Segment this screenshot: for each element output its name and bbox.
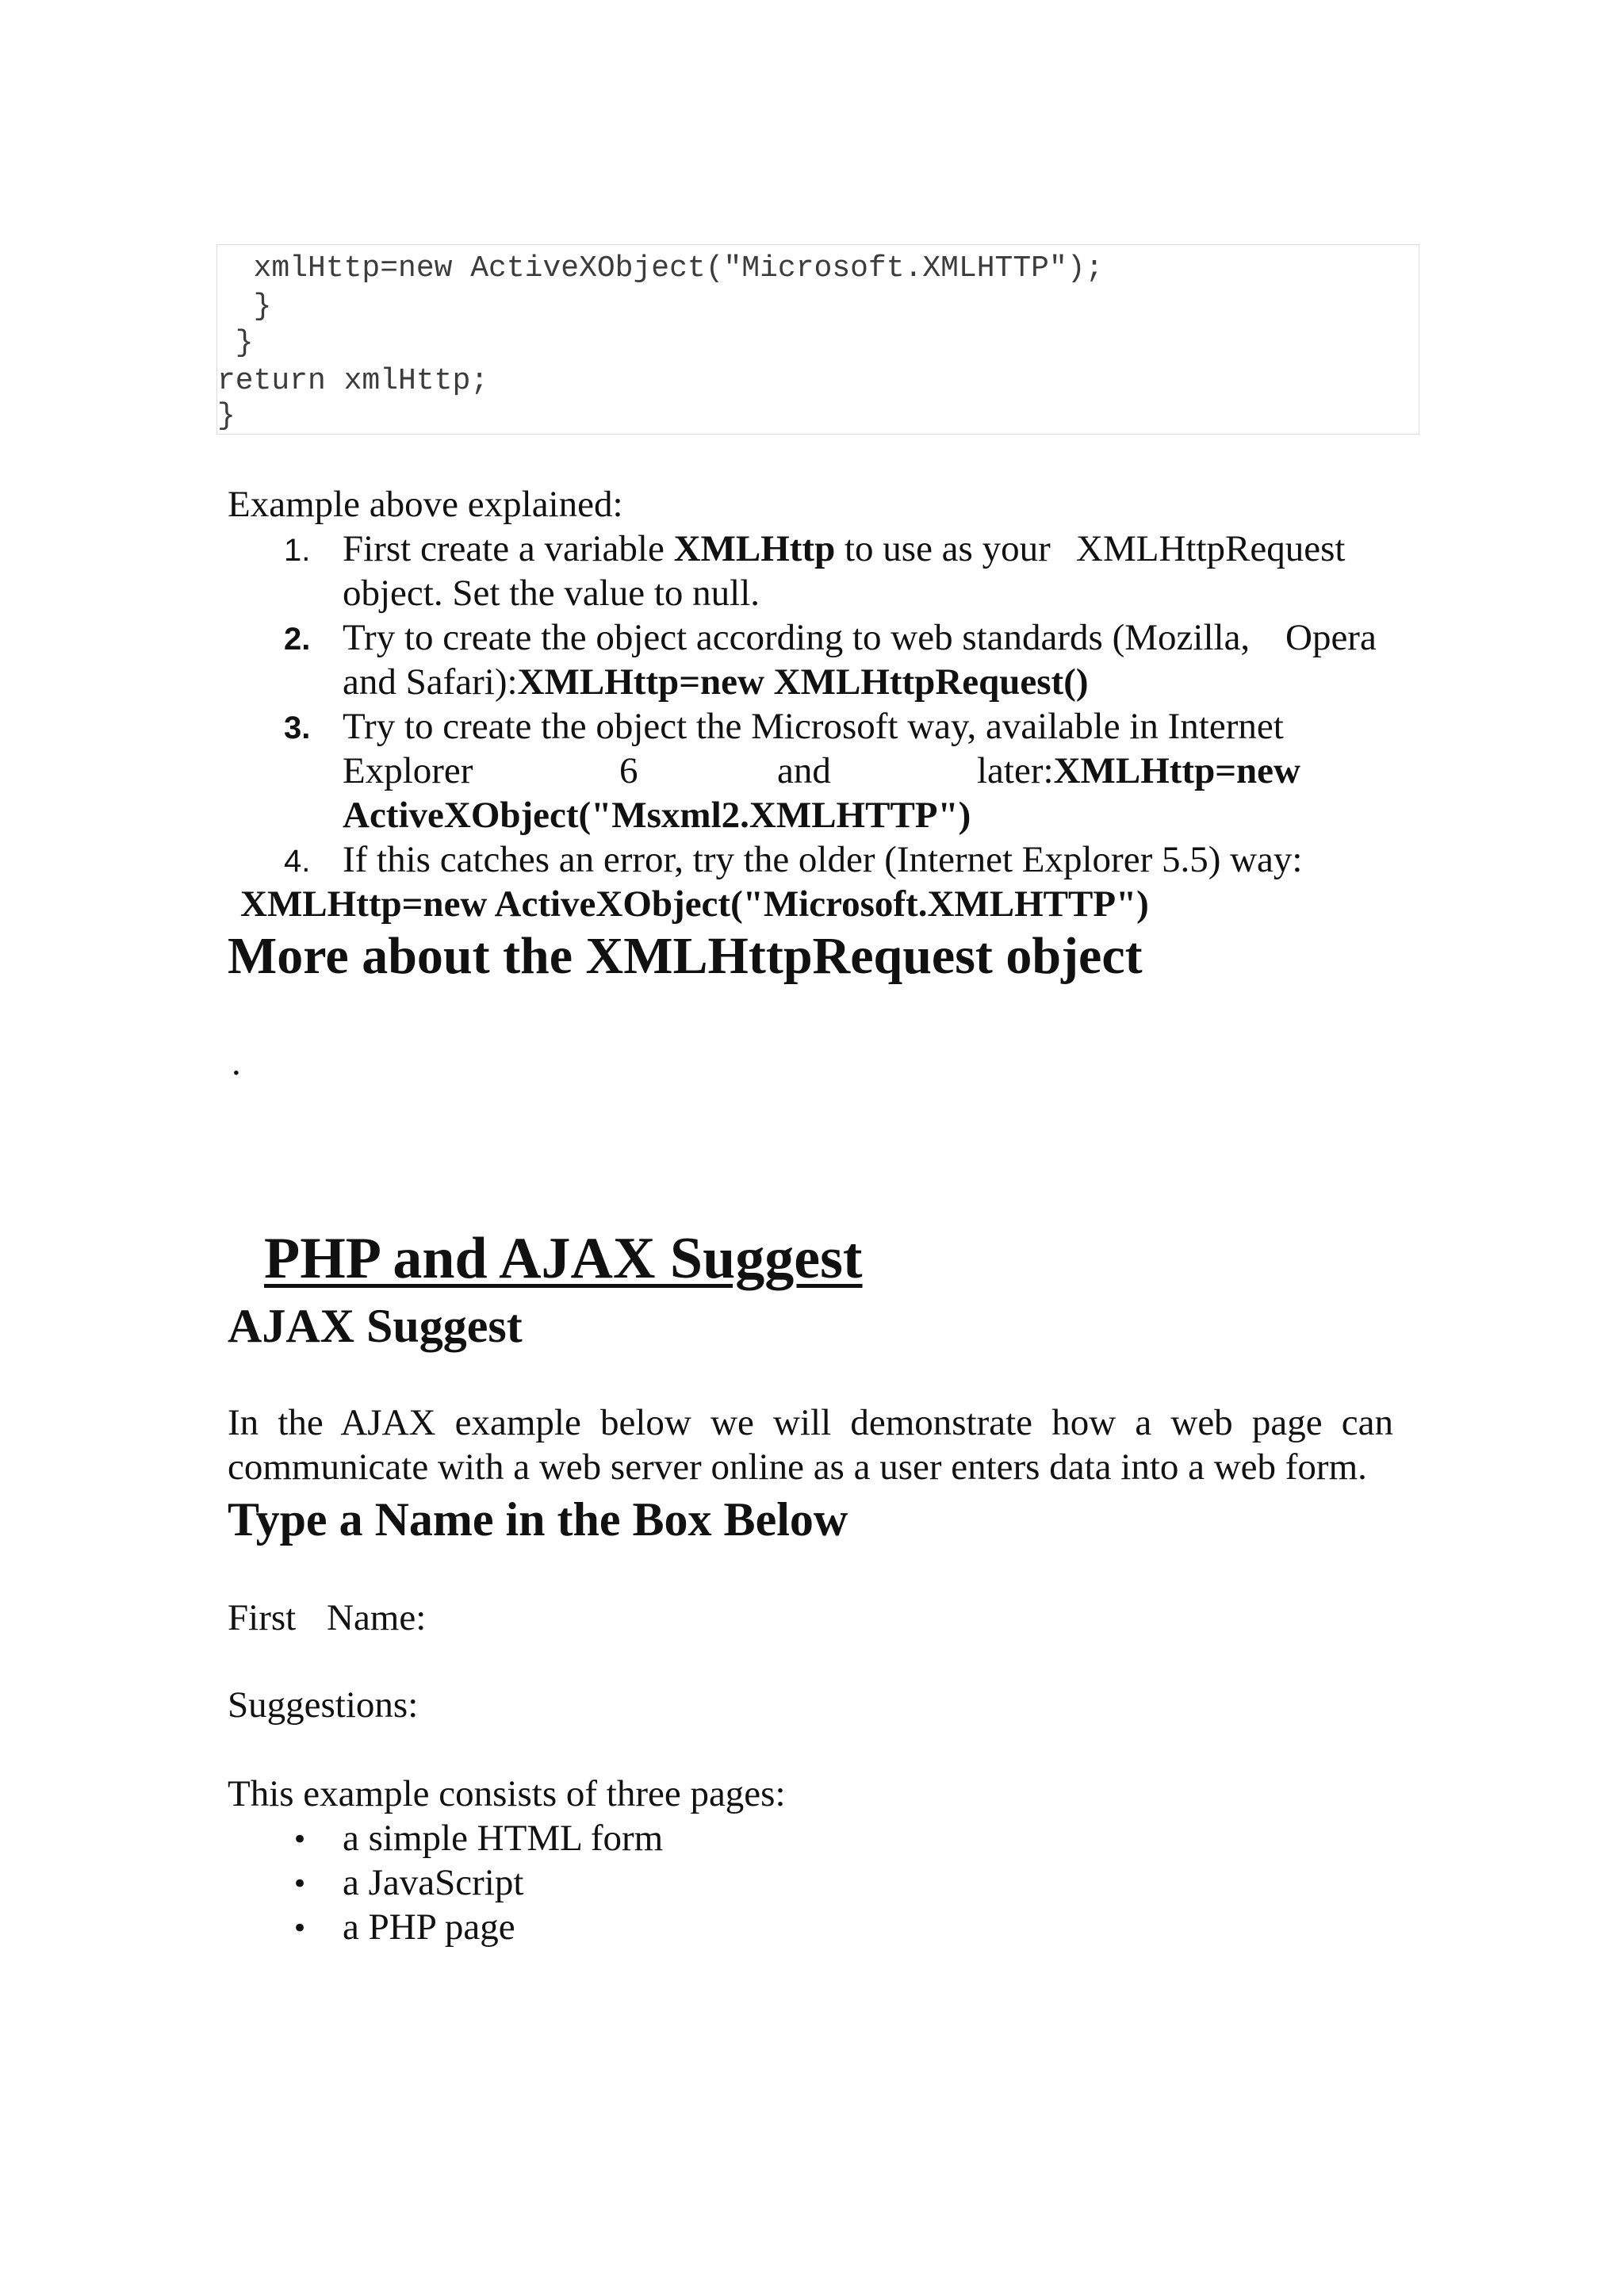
list-item-text: First create a variable XMLHttp to use as your <box>343 528 1051 569</box>
list-item-text: If this catches an error, try the older (Internet Explorer 5.5) way: <box>343 839 1303 880</box>
list-item-text: Try to create the object according to web standards (Mozilla, <box>343 617 1251 658</box>
box-heading: Type a Name in the Box Below <box>228 1493 848 1546</box>
bullet: • <box>292 1868 308 1900</box>
list-item-text: XMLHttpRequest <box>1076 528 1346 569</box>
section-title: AJAX Suggest <box>228 1300 523 1352</box>
list-item-text: later:XMLHttp=new <box>977 750 1300 791</box>
list-item-text: and Safari):XMLHttp=new XMLHttpRequest() <box>343 661 1089 703</box>
list-item-text: object. Set the value to null. <box>343 573 760 614</box>
stray-dot: . <box>232 1042 241 1083</box>
bullet: • <box>292 1824 308 1856</box>
list-item-text: 6 <box>619 750 638 791</box>
list-item-text: XMLHttp=new ActiveXObject("Microsoft.XMLHTTP") <box>240 883 1149 925</box>
explanation-intro: Example above explained: <box>228 484 623 525</box>
list-item-text: ActiveXObject("Msxml2.XMLHTTP") <box>343 795 971 836</box>
list-item-text: Try to create the object the Microsoft way, available in Internet <box>343 706 1284 747</box>
code-line: } <box>217 289 272 324</box>
suggestions-label: Suggestions: <box>228 1684 419 1726</box>
code-line: return xmlHttp; <box>217 364 489 398</box>
code-line: } <box>217 326 254 360</box>
list-number: 1. <box>284 533 311 568</box>
list-number: 4. <box>284 844 311 879</box>
code-block <box>216 244 1419 435</box>
bullet: • <box>292 1913 308 1944</box>
list-number: 2. <box>284 622 311 657</box>
list-number: 3. <box>284 711 311 745</box>
list-item-text: and <box>777 750 831 791</box>
heading-more-about: More about the XMLHttpRequest object <box>228 927 1143 985</box>
intro-paragraph-line: In the AJAX example below we will demonstrate how a web page can <box>228 1402 1393 1443</box>
list-item: a JavaScript <box>343 1862 524 1903</box>
first-name-label: Name: <box>327 1597 427 1638</box>
code-line: xmlHttp=new ActiveXObject("Microsoft.XMLHTTP"); <box>217 251 1104 285</box>
intro-paragraph-line: communicate with a web server online as a user enters data into a web form. <box>228 1446 1367 1488</box>
first-name-label: First <box>228 1597 297 1638</box>
list-item-text: Explorer <box>343 750 473 791</box>
list-item: a simple HTML form <box>343 1818 664 1859</box>
chapter-title: PHP and AJAX Suggest <box>264 1226 863 1291</box>
list-item: a PHP page <box>343 1906 515 1948</box>
pages-intro: This example consists of three pages: <box>228 1773 786 1814</box>
code-line: } <box>217 399 236 433</box>
list-item-text: Opera <box>1285 617 1377 658</box>
